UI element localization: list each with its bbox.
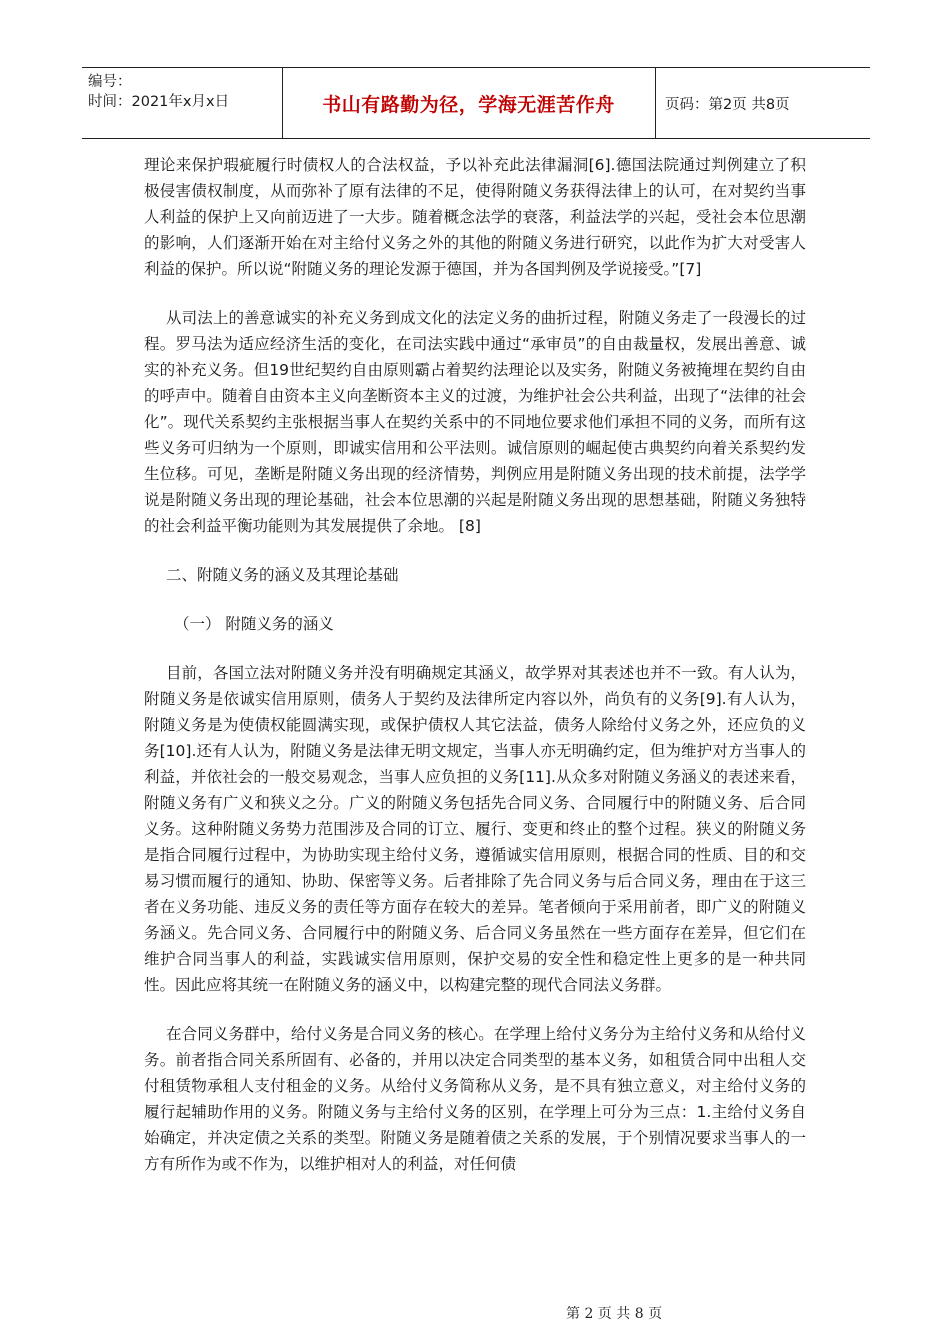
header-left-cell xyxy=(88,72,229,112)
document-body xyxy=(144,152,806,1177)
page-footer: 第 2 页 共 8 页 xyxy=(566,1306,663,1322)
header-divider xyxy=(655,68,656,138)
paragraph: 从司法上的善意诚实的补充义务到成文化的法定义务的曲折过程，附随义务走了一段漫长的过程。罗马法为适应经济生活的变化，在司法实践中通过“承审员”的自由裁量权，发展出善意、诚实的补充义务。但19世纪契约自由原则霸占着契约法理论以及实务，附随义务被掩埋在契约自由的呼声中。随着自由资本主义向垄断资本主义的过渡，为维护社会公共利益，出现了“法律的社会化”。现代关系契约主张根据当事人在契约关系中的不同地位要求他们承担不同的义务，而所有这些义务可归纳为一个原则，即诚实信用和公平法则。诚信原则的崛起使古典契约向着关系契约发生位移。可见，垄断是附随义务出现的经济情势，判例应用是附随义务出现的技术前提，法学学说是附随义务出现的理论基础，社会本位思潮的兴起是附随义务出现的思想基础，附随义务独特的社会利益平衡功能则为其发展提供了余地。 [8] xyxy=(144,309,806,535)
paragraph: 目前，各国立法对附随义务并没有明确规定其涵义，故学界对其表述也并不一致。有人认为，附随义务是依诚实信用原则，债务人于契约及法律所定内容以外，尚负有的义务[9].有人认为，附随义务是为使债权能圆满实现，或保护债权人其它法益，债务人除给付义务之外，还应负的义务[10].还有人认为，附随义务是法律无明文规定，当事人亦无明确约定，但为维护对方当事人的利益，并依社会的一般交易观念，当事人应负担的义务[11].从众多对附随义务涵义的表述来看，附随义务有广义和狭义之分。广义的附随义务包括先合同义务、合同履行中的附随义务、后合同义务。这种附随义务势力范围涉及合同的订立、履行、变更和终止的整个过程。狭义的附随义务是指合同履行过程中，为协助实现主给付义务，遵循诚实信用原则，根据合同的性质、目的和交易习惯而履行的通知、协助、保密等义务。后者排除了先合同义务与后合同义务，理由在于这三者在义务功能、违反义务的责任等方面存在较大的差异。笔者倾向于采用前者，即广义的附随义务涵义。先合同义务、合同履行中的附随义务、后合同义务虽然在一些方面存在差异，但它们在维护合同当事人的利益，实践诚实信用原则，保护交易的安全性和稳定性上更多的是一种共同性。因此应将其统一在附随义务的涵义中，以构建完整的现代合同法义务群。 xyxy=(144,664,806,994)
date-label: 时间：2021年x月x日 xyxy=(88,94,230,110)
header-page-info: 页码：第2页 共8页 xyxy=(665,97,790,113)
paragraph: 理论来保护瑕疵履行时债权人的合法权益，予以补充此法律漏洞[6].德国法院通过判例建立了积极侵害债权制度，从而弥补了原有法律的不足，使得附随义务获得法律上的认可，在对契约当事人利益的保护上又向前迈进了一大步。随着概念法学的衰落，利益法学的兴起，受社会本位思潮的影响，人们逐渐开始在对主给付义务之外的其他的附随义务进行研究，以此作为扩大对受害人利益的保护。所以说“附随义务的理论发源于德国，并为各国判例及学说接受。”[7] xyxy=(144,156,806,278)
header-motto: 书山有路勤为径，学海无涯苦作舟 xyxy=(322,94,615,116)
subsection-heading: （一） 附随义务的涵义 xyxy=(174,615,334,633)
section-heading: 二、附随义务的涵义及其理论基础 xyxy=(166,566,399,584)
number-label: 编号： xyxy=(88,74,132,90)
paragraph: 在合同义务群中，给付义务是合同义务的核心。在学理上给付义务分为主给付义务和从给付义务。前者指合同关系所固有、必备的，并用以决定合同类型的基本义务，如租赁合同中出租人交付租赁物承租人支付租金的义务。从给付义务简称从义务，是不具有独立意义，对主给付义务的履行起辅助作用的义务。附随义务与主给付义务的区别，在学理上可分为三点：1.主给付义务自始确定，并决定债之关系的类型。附随义务是随着债之关系的发展，于个别情况要求当事人的一方有所作为或不作为，以维护相对人的利益，对任何债 xyxy=(144,1025,806,1173)
document-header xyxy=(82,67,870,139)
